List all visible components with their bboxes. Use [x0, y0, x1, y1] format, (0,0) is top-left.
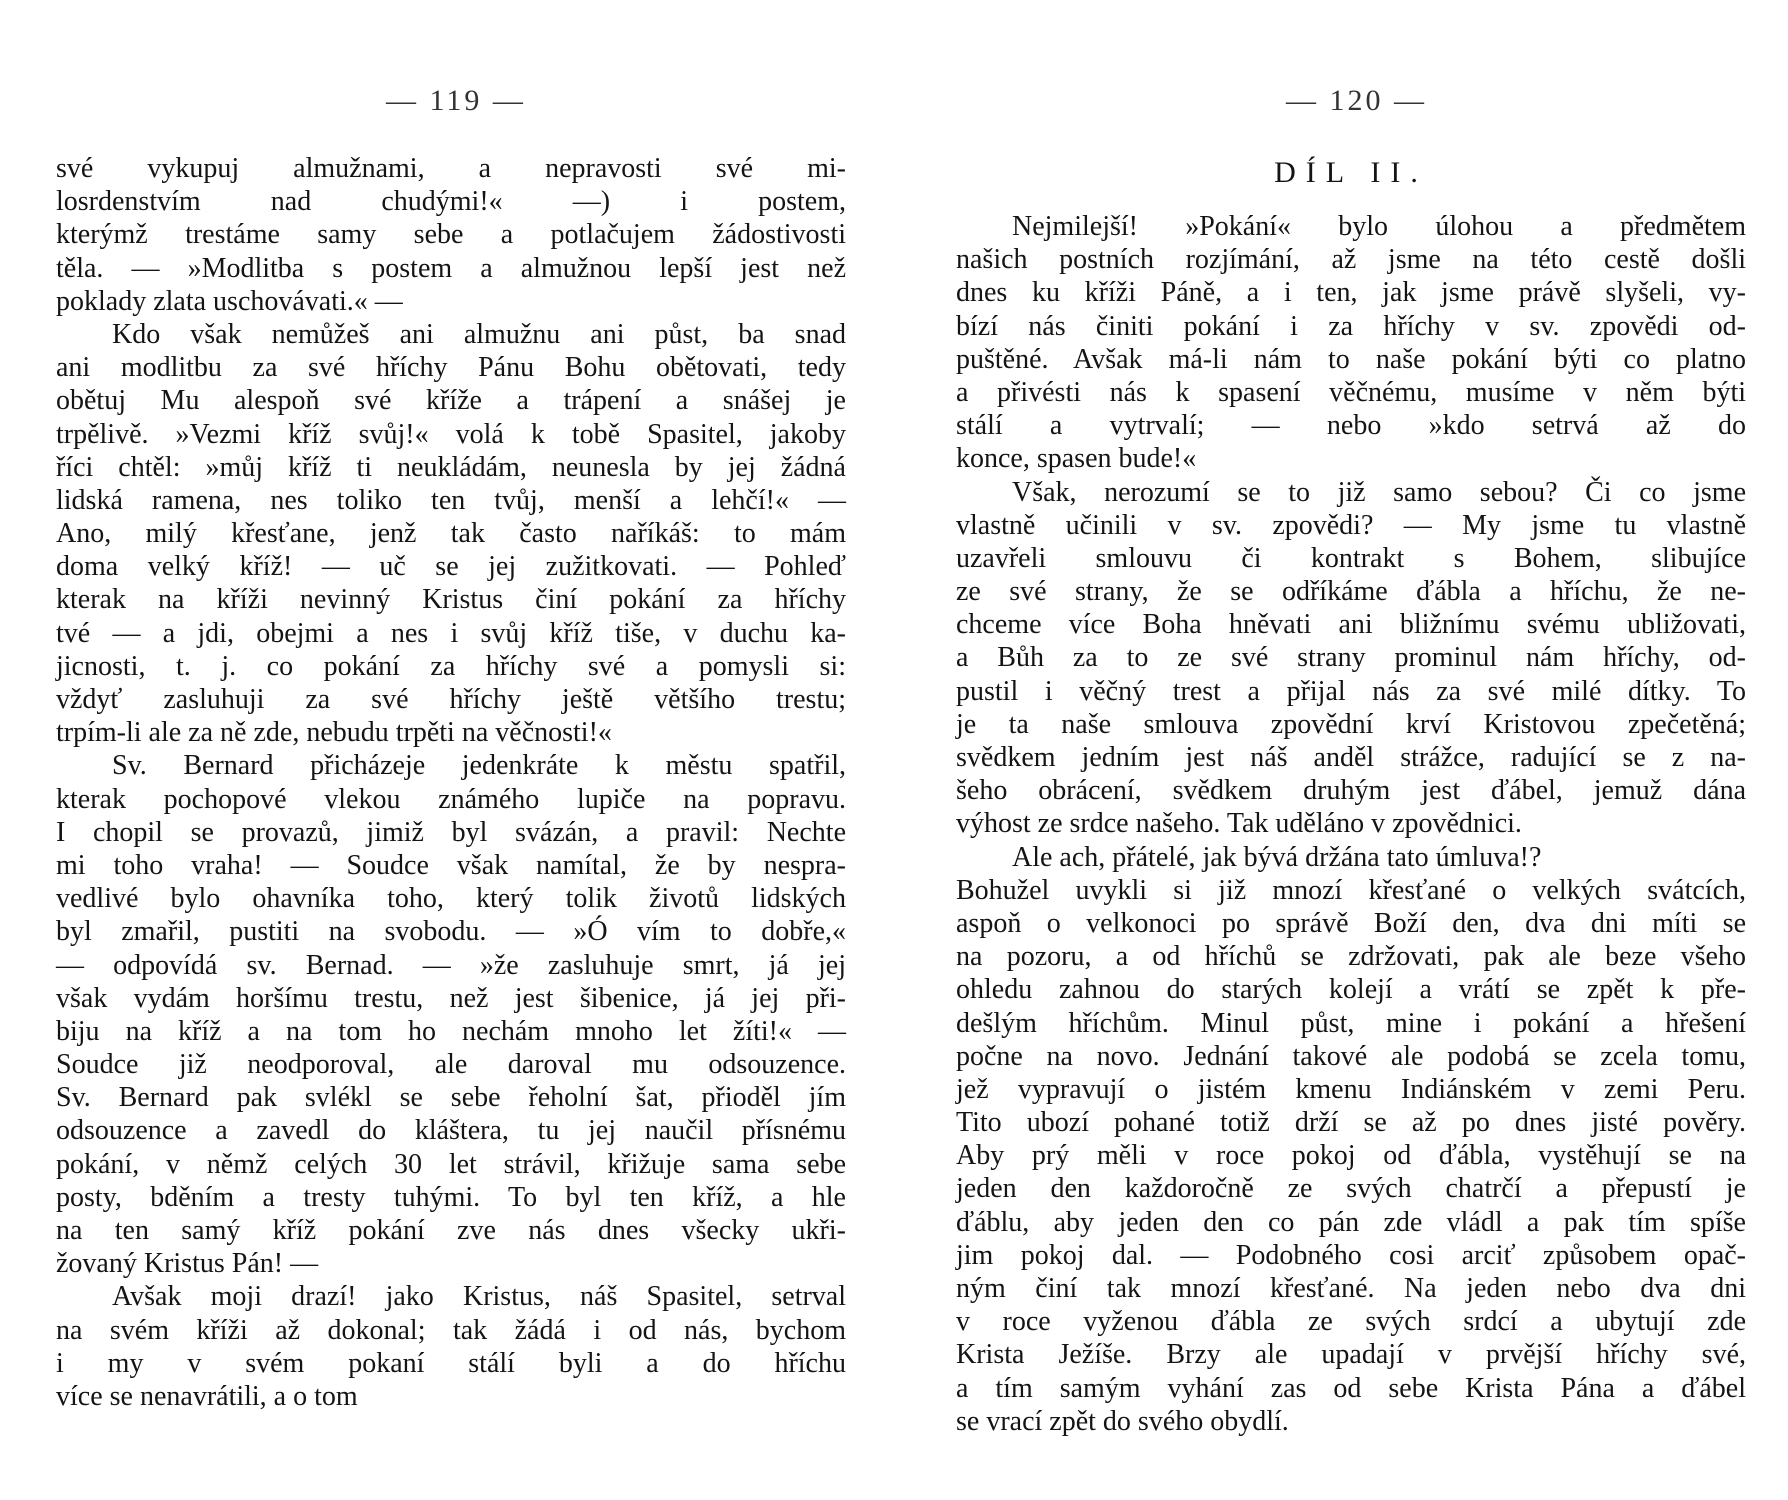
- text-line: byl zmařil, pustiti na svobodu. — »Ó vím to dobře,«: [56, 916, 846, 948]
- text-line: našich postních rozjímání, až jsme na této cestě došli: [956, 244, 1746, 276]
- text-line: se vrací zpět do svého obydlí.: [956, 1405, 1289, 1437]
- text-line: Aby prý měli v roce pokoj od ďábla, vystěhují se na: [956, 1140, 1746, 1172]
- text-line: Ale ach, přátelé, jak bývá držána tato úmluva!?: [1012, 841, 1542, 873]
- text-line: I chopil se provazů, jimiž byl svázán, a pravil: Nechte: [56, 816, 846, 848]
- text-line: a Bůh za to ze své strany prominul nám hříchy, od-: [956, 642, 1746, 674]
- text-line: jeden den každoročně ze svých chatrčí a přepustí je: [956, 1173, 1746, 1205]
- text-line: puštěné. Avšak má-li nám to naše pokání býti co platno: [956, 343, 1746, 375]
- text-line: kterýmž trestáme samy sebe a potlačujem žádostivosti: [56, 219, 846, 251]
- text-line: pustil i věčný trest a přijal nás za své milé dítky. To: [956, 675, 1746, 707]
- text-line: říci chtěl: »můj kříž ti neukládám, neunesla by jej žádná: [56, 451, 846, 483]
- text-line: počne na novo. Jednání takové ale podobá se zcela tomu,: [956, 1040, 1746, 1072]
- text-line: v roce vyženou ďábla ze svých srdcí a ubytují zde: [956, 1306, 1746, 1338]
- section-heading: DÍL II.: [1274, 156, 1428, 189]
- text-line: výhost ze srdce našeho. Tak uděláno v zpovědnici.: [956, 808, 1522, 840]
- text-line: stálí a vytrvalí; — nebo »kdo setrvá až do: [956, 410, 1746, 442]
- text-line: těla. — »Modlitba s postem a almužnou lepší jest než: [56, 252, 846, 284]
- text-line: svědkem jedním jest náš anděl strážce, radující se z na-: [956, 742, 1746, 773]
- text-line: Ano, milý křesťane, jenž tak často naříkáš: to mám: [56, 518, 846, 550]
- text-line: na pozoru, a od hříchů se zdržovati, pak ale beze všeho: [956, 941, 1746, 973]
- text-line: Nejmilejší! »Pokání« bylo úlohou a předmětem: [1012, 211, 1746, 242]
- text-line: lidská ramena, nes toliko ten tvůj, menší a lehčí!« —: [56, 484, 846, 516]
- text-line: pokání, v němž celých 30 let strávil, křižuje sama sebe: [56, 1148, 846, 1180]
- text-line: ze své strany, že se odříkáme ďábla a hříchu, že ne-: [956, 576, 1746, 608]
- right-page: [956, 0, 1746, 1500]
- text-line: a tím samým vyhání zas od sebe Krista Pána a ďábel: [956, 1372, 1746, 1404]
- page-number-left: — 119 —: [386, 84, 526, 117]
- text-line: i my v svém pokaní stálí byli a do hříchu: [56, 1347, 846, 1379]
- text-line: odsouzence a zavedl do kláštera, tu jej naučil přísnému: [56, 1115, 846, 1147]
- text-line: uzavřeli smlouvu či kontrakt s Bohem, slibujíce: [956, 542, 1746, 574]
- text-line: Avšak moji drazí! jako Kristus, náš Spasitel, setrval: [112, 1281, 846, 1313]
- text-line: Soudce již neodporoval, ale daroval mu odsouzence.: [56, 1049, 846, 1081]
- text-line: je ta naše smlouva zpovědní krví Kristovou zpečetěná;: [956, 708, 1746, 740]
- text-line: ným činí tak mnozí křesťané. Na jeden nebo dva dni: [956, 1273, 1746, 1304]
- text-line: vždyť zasluhuji za své hříchy ještě většího trestu;: [56, 684, 846, 715]
- left-page-text: [56, 152, 846, 1413]
- text-line: kterak pochopové vlekou známého lupiče na popravu.: [56, 783, 846, 815]
- text-line: jim pokoj dal. — Podobného cosi arciť způsobem opač-: [956, 1239, 1746, 1271]
- text-line: však vydám horšímu trestu, než jest šibenice, já jej při-: [56, 982, 846, 1014]
- text-line: a přivésti nás k spasení věčnému, musíme v něm býti: [956, 376, 1746, 408]
- text-line: losrdenstvím nad chudými!« —) i postem,: [56, 186, 846, 218]
- text-line: Krista Ježíše. Brzy ale upadají v prvější hříchy své,: [956, 1339, 1746, 1371]
- text-line: — odpovídá sv. Bernad. — »že zasluhuje smrt, já jej: [56, 949, 846, 981]
- text-line: kterak na kříži nevinný Kristus činí pokání za hříchy: [56, 584, 846, 616]
- text-line: aspoň o velkonoci po správě Boží den, dva dni míti se: [956, 907, 1746, 939]
- text-line: konce, spasen bude!«: [956, 443, 1197, 475]
- text-line: dešlým hříchům. Minul půst, mine i pokání a hřešení: [956, 1007, 1746, 1039]
- text-line: bízí nás činiti pokání i za hříchy v sv. zpovědi od-: [956, 310, 1746, 342]
- left-page: [56, 0, 846, 1500]
- text-line: trpím-li ale za ně zde, nebudu trpěti na věčnosti!«: [56, 717, 612, 749]
- text-line: jež vypravují o jistém kmenu Indiánském v zemi Peru.: [956, 1073, 1746, 1105]
- text-line: ani modlitbu za své hříchy Pánu Bohu obětovati, tedy: [56, 352, 846, 384]
- text-line: poklady zlata uschovávati.« —: [56, 285, 403, 317]
- text-line: mi toho vraha! — Soudce však namítal, že by nespra-: [56, 849, 846, 881]
- text-line: chceme více Boha hněvati ani bližnímu svému ubližovati,: [956, 609, 1746, 641]
- text-line: šeho obrácení, svědkem druhým jest ďábel, jemuž dána: [956, 775, 1746, 807]
- text-line: obětuj Mu alespoň své kříže a trápení a snášej je: [56, 385, 846, 417]
- text-line: Bohužel uvykli si již mnozí křesťané o velkých svátcích,: [956, 874, 1746, 906]
- text-line: jicnosti, t. j. co pokání za hříchy své a pomysli si:: [56, 650, 846, 682]
- text-line: vlastně učinili v sv. zpovědi? — My jsme tu vlastně: [956, 509, 1746, 541]
- text-line: biju na kříž a na tom ho nechám mnoho let žíti!« —: [56, 1015, 846, 1047]
- text-line: Sv. Bernard pak svlékl se sebe řeholní šat, přioděl jím: [56, 1082, 846, 1114]
- text-line: Však, nerozumí se to již samo sebou? Či co jsme: [1012, 476, 1746, 508]
- text-line: doma velký kříž! — uč se jej zužitkovati. — Pohleď: [56, 551, 846, 583]
- text-line: ohledu zahnou do starých kolejí a vrátí se zpět k pře-: [956, 974, 1746, 1006]
- text-line: více se nenavrátili, a o tom: [56, 1380, 358, 1412]
- text-line: Tito ubozí pohané totiž drží se až po dnes jisté pověry.: [956, 1107, 1746, 1139]
- text-line: trpělivě. »Vezmi kříž svůj!« volá k tobě Spasitel, jakoby: [56, 418, 846, 450]
- text-line: své vykupuj almužnami, a nepravosti své mi-: [56, 153, 846, 184]
- text-line: dnes ku kříži Páně, a i ten, jak jsme právě slyšeli, vy-: [956, 277, 1746, 309]
- text-line: posty, bděním a tresty tuhými. To byl ten kříž, a hle: [56, 1181, 846, 1213]
- text-line: na ten samý kříž pokání zve nás dnes všecky ukři-: [56, 1215, 846, 1246]
- text-line: Kdo však nemůžeš ani almužnu ani půst, ba snad: [112, 318, 846, 350]
- text-line: ďáblu, aby jeden den co pán zde vládl a pak tím spíše: [956, 1206, 1746, 1238]
- right-page-text: [956, 210, 1746, 1438]
- text-line: žovaný Kristus Pán! —: [56, 1248, 319, 1280]
- text-line: na svém kříži až dokonal; tak žádá i od nás, bychom: [56, 1314, 846, 1346]
- page-number-right: — 120 —: [1286, 84, 1427, 117]
- text-line: tvé — a jdi, obejmi a nes i svůj kříž tiše, v duchu ka-: [56, 617, 846, 649]
- text-line: Sv. Bernard přicházeje jedenkráte k městu spatřil,: [112, 750, 846, 782]
- text-line: vedlivé bylo ohavníka toho, který tolik životů lidských: [56, 883, 846, 915]
